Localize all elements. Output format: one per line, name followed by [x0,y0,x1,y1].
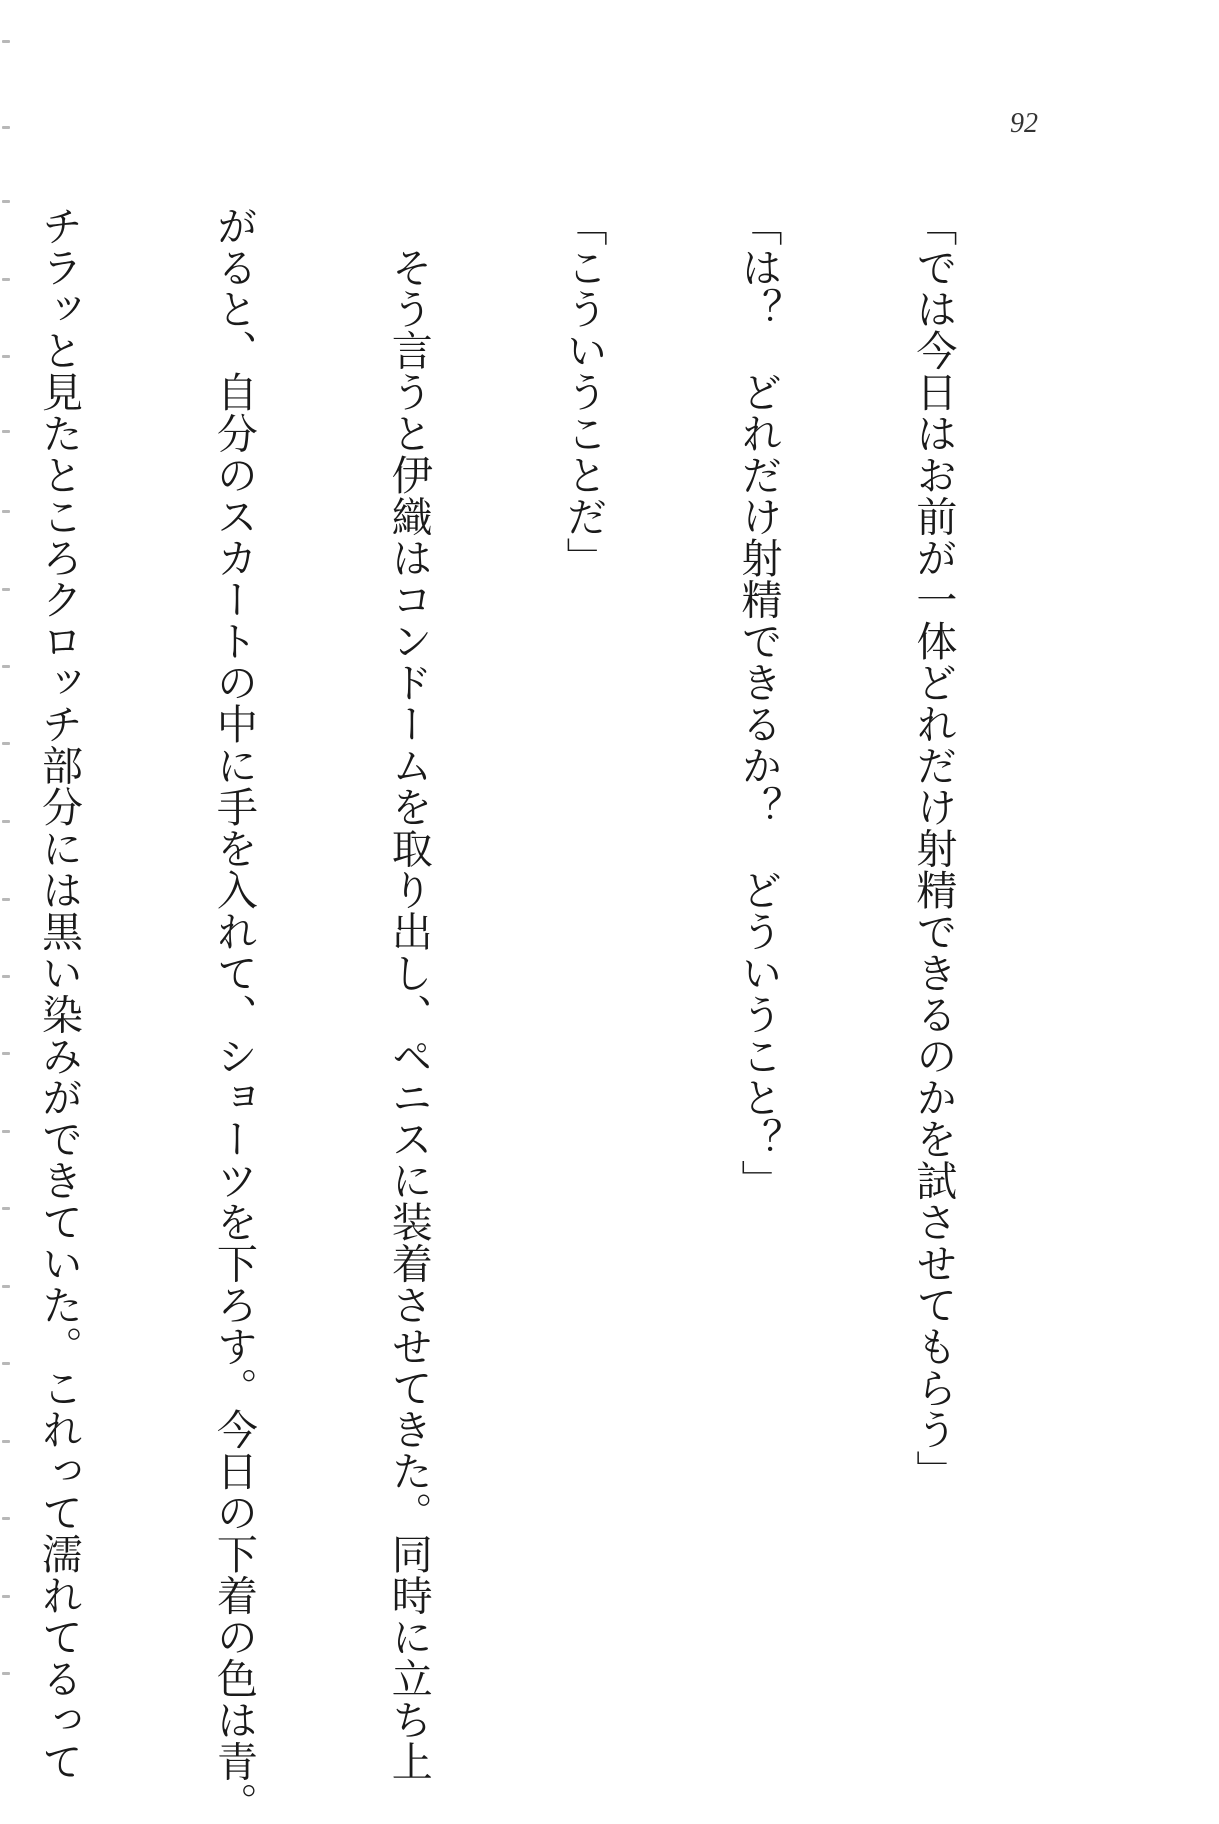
text-line: 「は？ どれだけ射精できるか？ どういうこと？」 [734,205,783,1201]
text-line: 「では今日はお前が一体どれだけ射精できるのかを試させてもらう」 [909,205,958,1492]
body-text [0,205,1079,1824]
text-line: そう言うと伊織はコンドームを取り出し、ペニスに装着させてきた。同時に立ち上 [384,205,433,1782]
text-line: がると、自分のスカートの中に手を入れて、ショーツを下ろす。今日の下着の色は青。 [209,205,258,1824]
text-line: チラッと見たところクロッチ部分には黒い染みができていた。これって濡れてるって [34,205,83,1782]
text-line: 「こういうことだ」 [559,205,608,579]
page-number: 92 [1010,108,1038,139]
